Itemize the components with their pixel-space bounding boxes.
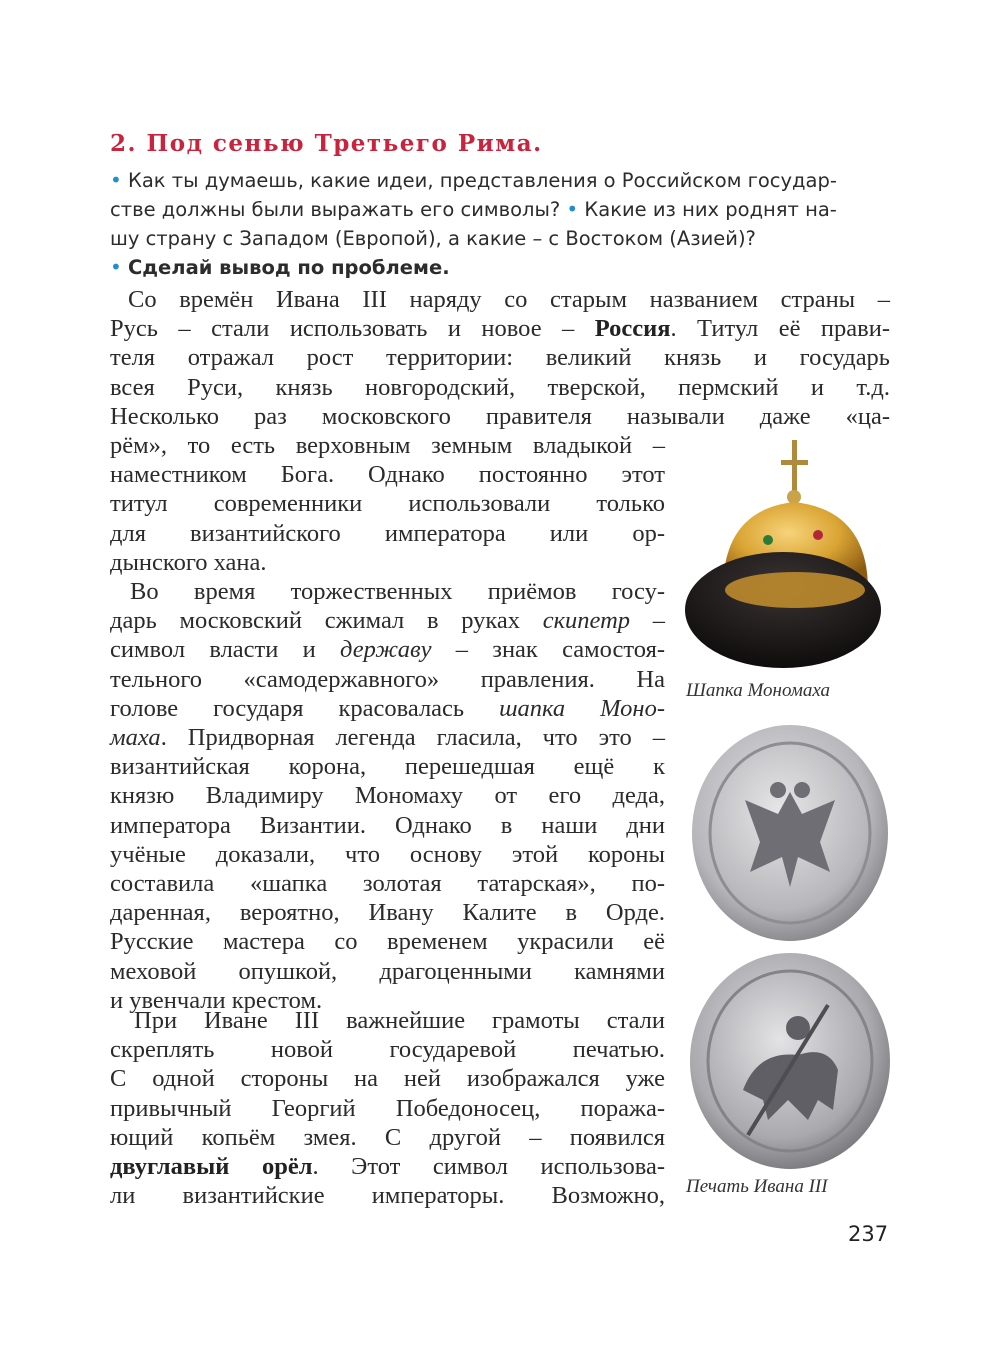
task-line bbox=[110, 195, 890, 224]
text-fragment: – bbox=[630, 607, 665, 635]
text-fragment: Русь – стали использовать и новое – bbox=[110, 315, 595, 343]
italic-term: державу bbox=[340, 636, 432, 664]
text-line: ли византийские императоры. Возможно, bbox=[110, 1182, 665, 1210]
task-line bbox=[110, 224, 890, 253]
text-line: императора Византии. Однако в наши дни bbox=[110, 811, 665, 839]
text-line: ющий копьём змея. С другой – появился bbox=[110, 1123, 665, 1151]
paragraph-1 bbox=[110, 285, 890, 431]
text-line: византийская корона, перешедшая ещё к bbox=[110, 753, 665, 781]
text-fragment: . Титул её прави- bbox=[670, 315, 890, 343]
crown-caption: Шапка Мономаха bbox=[686, 680, 831, 701]
text-line: меховой опушкой, драгоценными камнями bbox=[110, 957, 665, 985]
italic-term: скипетр bbox=[542, 607, 631, 635]
text-line: рём», то есть верховным земным владыкой – bbox=[110, 432, 665, 459]
task-text: Какие из них роднят на- bbox=[584, 198, 837, 221]
bold-term: Россия bbox=[594, 315, 671, 343]
text-line bbox=[110, 314, 890, 343]
text-line: наместником Бога. Однако постоянно этот bbox=[110, 461, 665, 489]
task-block bbox=[110, 166, 890, 282]
text-line: скреплять новой государевой печатью. bbox=[110, 1036, 665, 1064]
text-line: Русские мастера со временем украсили её bbox=[110, 928, 665, 956]
paragraph-1-cont bbox=[110, 431, 665, 577]
bold-term: двуглавый орёл bbox=[110, 1153, 313, 1181]
text-line: Несколько раз московского правителя называли даже «ца- bbox=[110, 402, 890, 430]
task-text: Сделай вывод по проблеме. bbox=[128, 256, 450, 279]
text-fragment: . Этот символ использова- bbox=[312, 1153, 665, 1181]
seal-caption: Печать Ивана III bbox=[686, 1176, 828, 1197]
text-fragment: голове государя красовалась bbox=[110, 694, 500, 722]
text-line: Во время торжественных приёмов госу- bbox=[130, 578, 665, 605]
paragraph-2 bbox=[110, 577, 665, 1015]
task-text: шу страну с Западом (Европой), а какие – с Востоком (Азией)? bbox=[110, 227, 756, 250]
page-number: 237 bbox=[848, 1222, 889, 1246]
task-text: Как ты думаешь, какие идеи, представления о Российском государ- bbox=[128, 169, 837, 192]
bullet-icon: • bbox=[566, 197, 579, 221]
text-line bbox=[110, 723, 665, 752]
bullet-icon: • bbox=[110, 255, 122, 279]
text-line: и увенчали крестом. bbox=[110, 986, 323, 1014]
text-line: составила «шапка золотая татарская», по- bbox=[110, 870, 665, 898]
section-heading: 2. Под сенью Третьего Рима. bbox=[110, 130, 543, 157]
italic-term: маха bbox=[110, 724, 161, 752]
text-line: Со времён Ивана III наряду со старым названием страны – bbox=[128, 286, 890, 313]
text-line: для византийского императора или ор- bbox=[110, 519, 665, 547]
text-line: князю Владимиру Мономаху от его деда, bbox=[110, 782, 665, 810]
seal-george-image bbox=[688, 950, 892, 1172]
task-line bbox=[110, 253, 890, 282]
text-line: титул современники использовали только bbox=[110, 490, 665, 518]
text-line: всея Руси, князь новгородский, тверской, пермский и т.д. bbox=[110, 373, 890, 401]
task-line bbox=[110, 166, 890, 195]
text-line: привычный Георгий Победоносец, поража- bbox=[110, 1094, 665, 1122]
text-line: тельного «самодержавного» правления. На bbox=[110, 665, 665, 693]
text-line: дынского хана. bbox=[110, 548, 267, 576]
text-line: даренная, вероятно, Ивану Калите в Орде. bbox=[110, 899, 665, 927]
bullet-icon: • bbox=[110, 168, 122, 192]
text-line bbox=[110, 694, 665, 723]
text-line: теля отражал рост территории: великий князь и государь bbox=[110, 344, 890, 372]
text-line: При Иване III важнейшие грамоты стали bbox=[134, 1007, 665, 1034]
text-fragment: . Придворная легенда гласила, что это – bbox=[160, 724, 665, 752]
text-fragment: символ власти и bbox=[110, 636, 341, 664]
monomakh-cap-image bbox=[683, 440, 883, 680]
text-fragment: дарь московский сжимал в руках bbox=[110, 607, 543, 635]
seal-eagle-image bbox=[690, 722, 890, 944]
text-line bbox=[110, 635, 665, 664]
text-fragment: – знак самостоя- bbox=[431, 636, 665, 664]
task-text: стве должны были выражать его символы? bbox=[110, 198, 561, 221]
paragraph-3 bbox=[110, 1006, 665, 1210]
text-line bbox=[110, 606, 665, 635]
italic-term: шапка Моно- bbox=[499, 694, 665, 722]
text-line bbox=[110, 1152, 665, 1181]
text-line: С одной стороны на ней изображался уже bbox=[110, 1065, 665, 1093]
text-line: учёные доказали, что основу этой короны bbox=[110, 840, 665, 868]
